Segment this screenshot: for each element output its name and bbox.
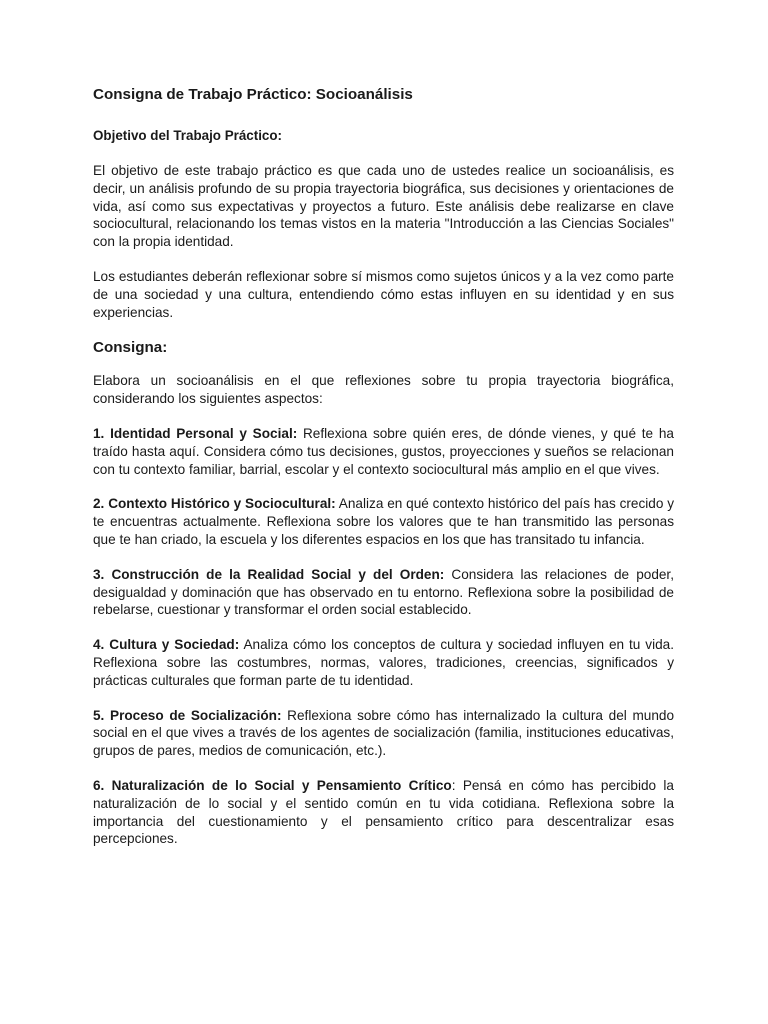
item-heading: Identidad Personal y Social: (110, 425, 298, 441)
consigna-intro: Elabora un socioanálisis en el que reflexiones sobre tu propia trayectoria biográfica, considerando los siguientes aspectos: (93, 373, 674, 407)
consigna-item-5 (93, 707, 674, 760)
objective-heading: Objetivo del Trabajo Práctico: (93, 128, 283, 143)
item-number: 4. (93, 637, 105, 653)
consigna-item-1 (93, 425, 674, 478)
item-heading: Proceso de Socialización: (110, 707, 282, 723)
item-heading: Construcción de la Realidad Social y del Orden: (111, 566, 445, 582)
consigna-item-2 (93, 495, 674, 548)
item-text: Considera las relaciones de poder, desigualdad y dominación que has observado en tu entorno. Reflexiona sobre la posibilidad de rebelarse, cuestionar y transformar el orden social establecido. (93, 566, 674, 618)
item-text: : Pensá en cómo has percibido la naturalización de lo social y el sentido común en tu vida cotidiana. Reflexiona sobre la importancia del cuestionamiento y el pensamiento crítico para descentralizar esas percepciones. (93, 777, 674, 847)
consigna-item-4 (93, 636, 674, 689)
item-text: Reflexiona sobre quién eres, de dónde vienes, y qué te ha traído hasta aquí. Considera cómo tus decisiones, gustos, proyecciones y sueños se relacionan con tu contexto familiar, barrial, escolar y el contexto sociocultural más amplio en el que vives. (93, 425, 674, 477)
item-heading: Naturalización de lo Social y Pensamiento Crítico (111, 777, 452, 793)
consigna-heading: Consigna: (93, 339, 168, 357)
item-text: Analiza cómo los conceptos de cultura y sociedad influyen en tu vida. Reflexiona sobre las costumbres, normas, valores, tradiciones, creencias, significados y prácticas culturales que forman parte de tu identidad. (93, 637, 674, 688)
item-number: 3. (93, 566, 105, 582)
objective-paragraph-2: Los estudiantes deberán reflexionar sobre sí mismos como sujetos únicos y a la vez como parte de una sociedad y una cultura, entendiendo cómo estas influyen en su identidad y en sus experiencias. (93, 268, 674, 320)
item-number: 1. (93, 425, 105, 441)
item-number: 5. (93, 707, 105, 723)
consigna-item-3 (93, 566, 674, 619)
item-text: Analiza en qué contexto histórico del país has crecido y te encuentras actualmente. Reflexiona sobre los valores que te han transmitido las personas que te han criado, la escuela y los diferentes espacios en los que has transitado tu infancia. (93, 496, 675, 547)
item-heading: Contexto Histórico y Sociocultural: (108, 496, 336, 512)
document-title: Consigna de Trabajo Práctico: Socioanálisis (93, 86, 413, 103)
item-heading: Cultura y Sociedad: (109, 637, 240, 653)
item-number: 6. (93, 777, 105, 793)
item-text: Reflexiona sobre cómo has internalizado la cultura del mundo social en el que vives a través de los agentes de socialización (familia, instituciones educativas, grupos de pares, medios de comunicación, etc.). (93, 707, 675, 759)
consigna-item-6 (93, 777, 674, 848)
objective-paragraph-1: El objetivo de este trabajo práctico es que cada uno de ustedes realice un socioanálisis, es decir, un análisis profundo de su propia trayectoria biográfica, sus decisiones y orientaciones de vida, así como sus expectativas y proyectos a futuro. Este análisis debe realizarse en clave sociocultural, relacionando los temas vistos en la materia "Introducción a las Ciencias Sociales" con la propia identidad. (93, 163, 674, 250)
item-number: 2. (93, 496, 105, 512)
